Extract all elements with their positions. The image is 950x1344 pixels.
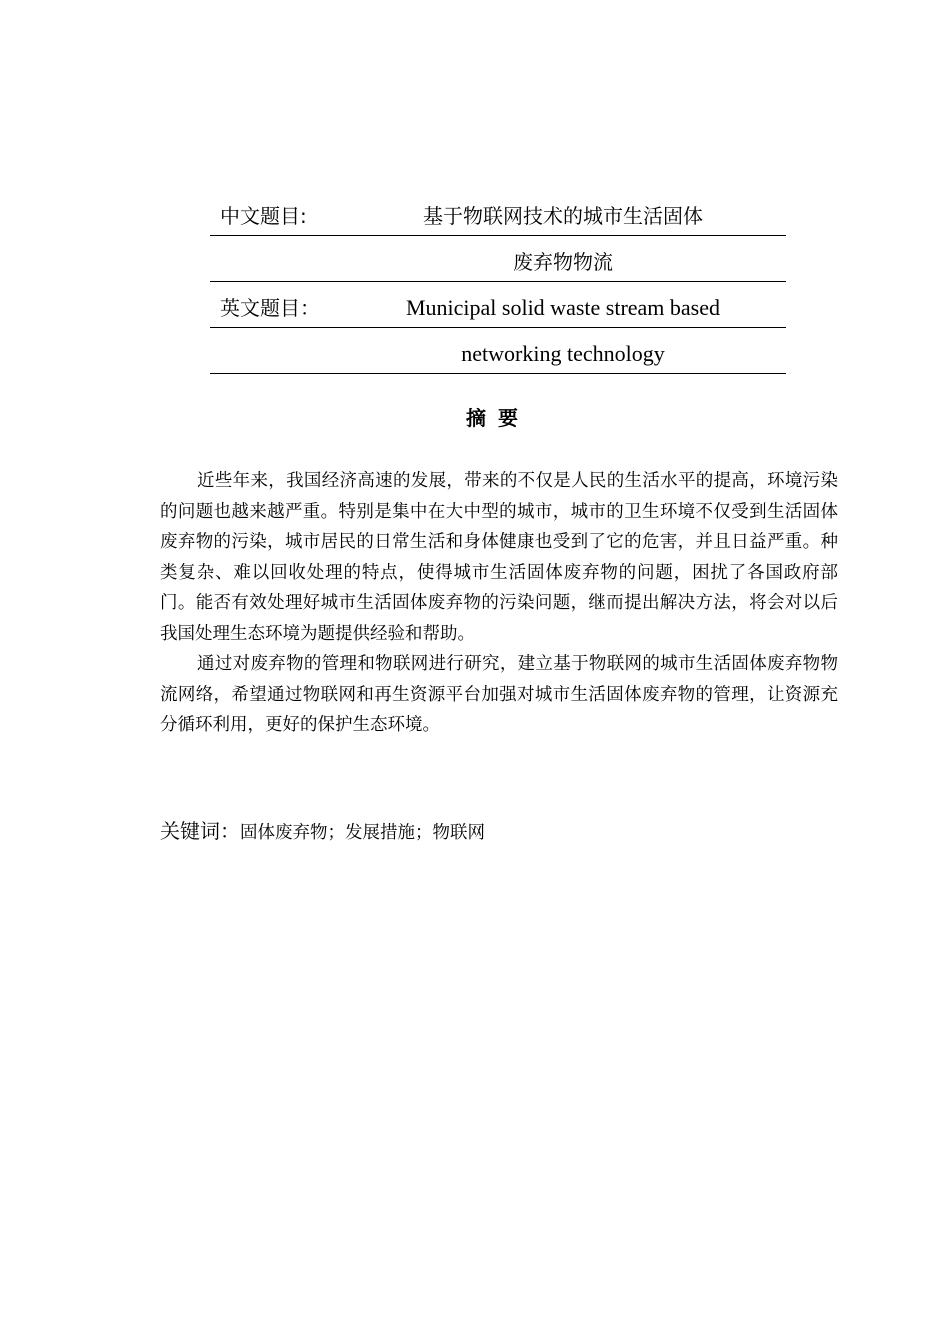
english-title-row [210, 282, 786, 328]
chinese-title-label: 中文题目: [220, 204, 307, 228]
keywords-label: 关键词： [160, 819, 240, 843]
title-table [210, 190, 786, 374]
keywords [160, 818, 485, 846]
abstract-heading: 摘要 [466, 406, 530, 430]
english-title-row-2 [210, 328, 786, 374]
keywords-text: 固体废弃物；发展措施；物联网 [240, 823, 485, 843]
abstract-body [160, 466, 838, 741]
chinese-title-line2: 废弃物物流 [513, 250, 613, 274]
english-title-line1: Municipal solid waste stream based [405, 295, 721, 320]
abstract-paragraph-1: 近些年来，我国经济高速的发展，带来的不仅是人民的生活水平的提高，环境污染的问题也越来越严重。特别是集中在大中型的城市，城市的卫生环境不仅受到生活固体废弃物的污染，城市居民的日常生活和身体健康也受到了它的危害，并且日益严重。种类复杂、难以回收处理的特点，使得城市生活固体废弃物的问题，困扰了各国政府部门。能否有效处理好城市生活固体废弃物的污染问题，继而提出解决方法，将会对以后我国处理生态环境为题提供经验和帮助。 [160, 471, 838, 644]
chinese-title-row-2 [210, 236, 786, 282]
chinese-title-row [210, 190, 786, 236]
chinese-title-line1: 基于物联网技术的城市生活固体 [423, 204, 703, 228]
abstract-paragraph-2: 通过对废弃物的管理和物联网进行研究，建立基于物联网的城市生活固体废弃物物流网络，希望通过物联网和再生资源平台加强对城市生活固体废弃物的管理，让资源充分循环利用，更好的保护生态环境。 [160, 654, 838, 735]
english-title-label: 英文题目： [220, 296, 320, 320]
english-title-line2: networking technology [461, 341, 665, 366]
